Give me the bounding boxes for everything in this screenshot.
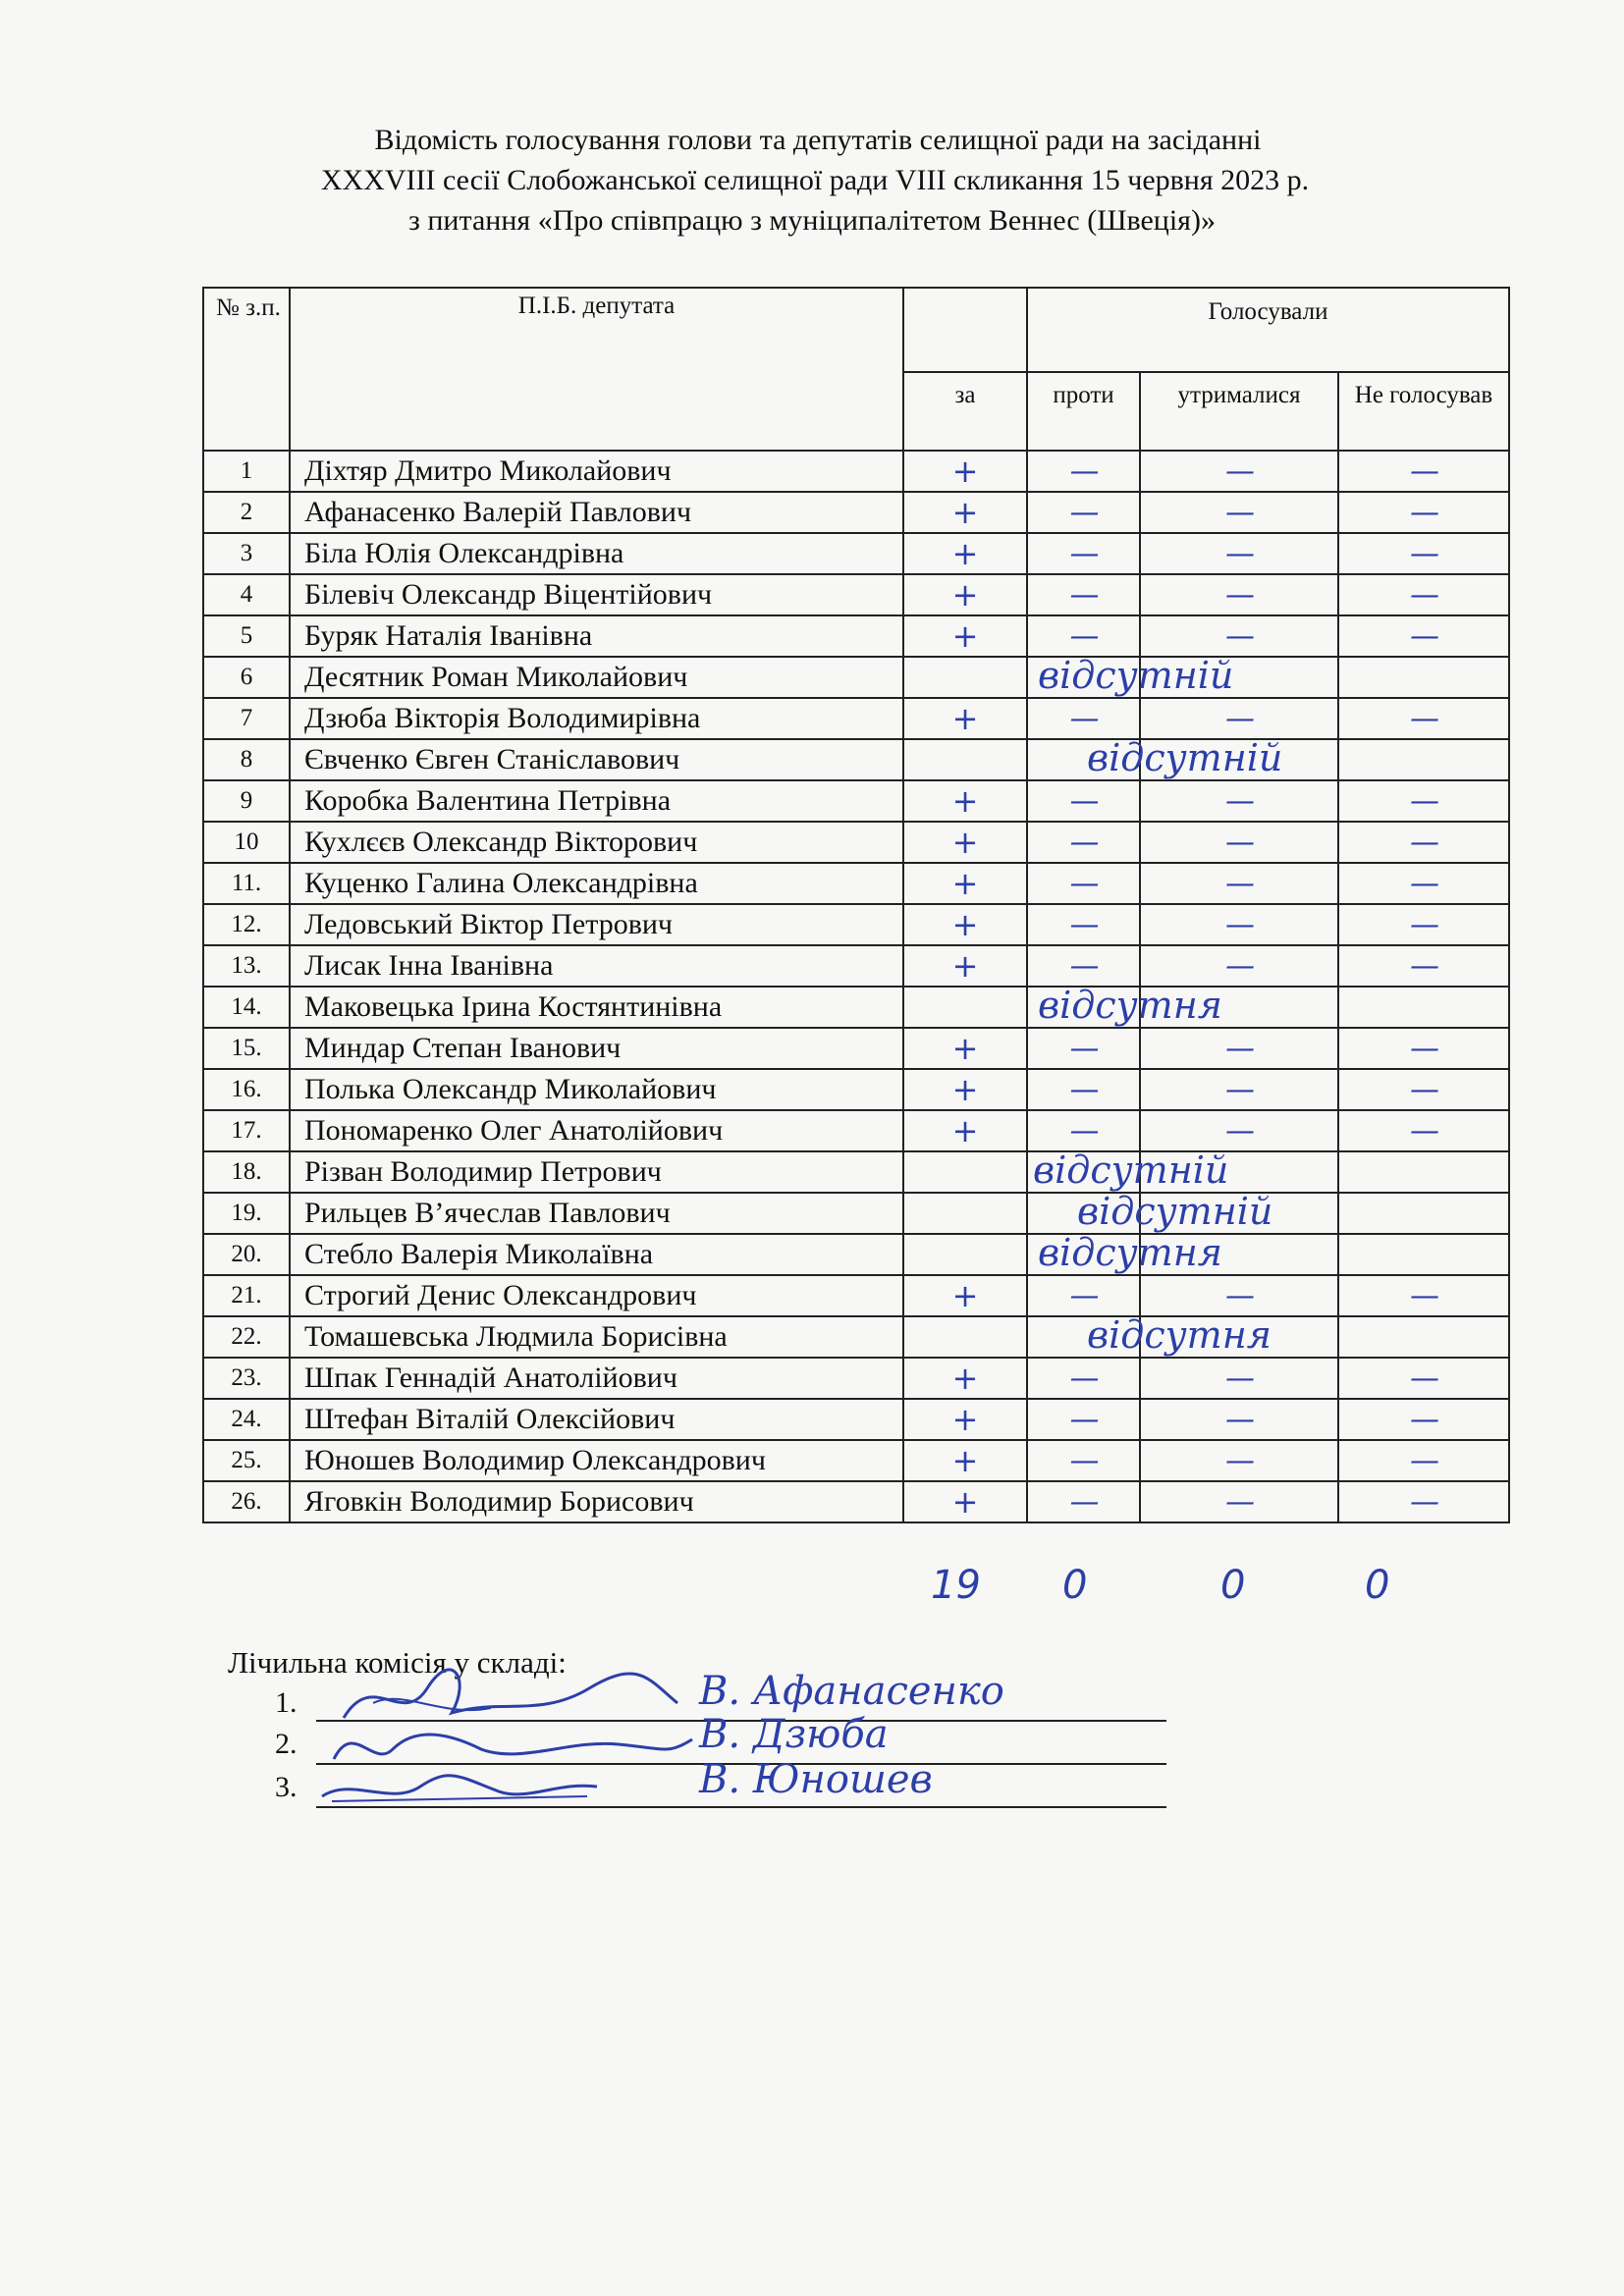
vote-abstained-cell: [1140, 822, 1338, 863]
dash-mark: —: [1225, 1484, 1253, 1520]
plus-mark: +: [951, 782, 979, 820]
vote-abstained-cell: [1140, 904, 1338, 945]
vote-for-cell: [903, 1481, 1027, 1522]
plus-mark: +: [951, 1277, 979, 1314]
dash-mark: —: [1225, 948, 1253, 984]
deputy-name: Ледовський Віктор Петрович: [290, 904, 903, 945]
plus-mark: +: [951, 576, 979, 614]
vote-against-cell: [1027, 1231, 1222, 1275]
vote-not-voted-cell: [1338, 904, 1509, 945]
vote-against-cell: [1027, 904, 1140, 945]
dash-mark: —: [1410, 618, 1437, 654]
table-row: [203, 657, 1509, 698]
header-blank: [903, 288, 1027, 372]
vote-abstained-cell: [1140, 945, 1338, 987]
dash-mark: —: [1069, 1443, 1098, 1478]
dash-mark: —: [1069, 825, 1098, 860]
vote-not-voted-cell: [1338, 1234, 1509, 1275]
table-row: [203, 945, 1509, 987]
dash-mark: —: [1410, 454, 1437, 489]
vote-not-voted-cell: [1338, 1275, 1509, 1316]
row-number: 13.: [203, 945, 290, 987]
dash-mark: —: [1069, 948, 1098, 984]
dash-mark: —: [1410, 1072, 1437, 1107]
row-number: 26.: [203, 1481, 290, 1522]
deputy-name: Буряк Наталія Іванівна: [290, 615, 903, 657]
plus-mark: +: [951, 906, 979, 943]
deputy-name: Куценко Галина Олександрівна: [290, 863, 903, 904]
dash-mark: —: [1410, 1113, 1437, 1148]
document-title: [0, 120, 1624, 240]
deputy-name: Кухлєєв Олександр Вікторович: [290, 822, 903, 863]
deputy-name: Миндар Степан Іванович: [290, 1028, 903, 1069]
vote-abstained-cell: [1140, 1110, 1338, 1151]
vote-abstained-cell: [1140, 780, 1338, 822]
vote-for-cell: [903, 1440, 1027, 1481]
row-number: 10: [203, 822, 290, 863]
dash-mark: —: [1225, 1031, 1253, 1066]
row-number: 16.: [203, 1069, 290, 1110]
vote-against-cell: [1027, 780, 1140, 822]
table-row: [203, 1110, 1509, 1151]
vote-against-cell: [1027, 1110, 1140, 1151]
plus-mark: +: [951, 1401, 979, 1438]
plus-mark: +: [951, 1112, 979, 1149]
vote-not-voted-cell: [1338, 533, 1509, 574]
absent-note: відсутній: [1087, 736, 1283, 779]
dash-mark: —: [1225, 1278, 1253, 1313]
table-row: [203, 698, 1509, 739]
vote-for-cell: [903, 1399, 1027, 1440]
vote-abstained-cell: [1140, 451, 1338, 492]
deputy-name: Різван Володимир Петрович: [290, 1151, 903, 1193]
deputy-name: Євченко Євген Станіславович: [290, 739, 903, 780]
dash-mark: —: [1410, 783, 1437, 819]
dash-mark: —: [1069, 783, 1098, 819]
vote-not-voted-cell: [1338, 863, 1509, 904]
row-number: 12.: [203, 904, 290, 945]
row-number: 21.: [203, 1275, 290, 1316]
plus-mark: +: [951, 535, 979, 572]
row-number: 14.: [203, 987, 290, 1028]
dash-mark: —: [1410, 701, 1437, 736]
vote-abstained-cell: [1140, 1151, 1338, 1193]
absent-note: відсутній: [1038, 654, 1234, 697]
vote-against-cell: [1027, 451, 1140, 492]
dash-mark: —: [1225, 454, 1253, 489]
vote-not-voted-cell: [1338, 1151, 1509, 1193]
plus-mark: +: [951, 617, 979, 655]
row-number: 8: [203, 739, 290, 780]
dash-mark: —: [1225, 1072, 1253, 1107]
deputy-name: Дзюба Вікторія Володимирівна: [290, 698, 903, 739]
vote-not-voted-cell: [1338, 1481, 1509, 1522]
vote-for-cell: [903, 1028, 1027, 1069]
plus-mark: +: [951, 947, 979, 985]
dash-mark: —: [1410, 1402, 1437, 1437]
vote-abstained-cell: [1140, 1193, 1338, 1234]
dash-mark: —: [1410, 536, 1437, 571]
vote-for-cell: [903, 574, 1027, 615]
dash-mark: —: [1410, 1361, 1437, 1396]
title-line-3: з питання «Про співпрацю з муніципалітетом Веннес (Швеція)»: [408, 204, 1216, 237]
vote-not-voted-cell: [1338, 822, 1509, 863]
vote-for-cell: [903, 1110, 1027, 1151]
vote-for-cell: [903, 863, 1027, 904]
dash-mark: —: [1410, 1484, 1437, 1520]
table-row: [203, 1151, 1509, 1193]
vote-against-cell: [1027, 615, 1140, 657]
plus-mark: +: [951, 1360, 979, 1397]
row-number: 20.: [203, 1234, 290, 1275]
vote-not-voted-cell: [1338, 451, 1509, 492]
plus-mark: +: [951, 1483, 979, 1521]
header-name: П.І.Б. депутата: [290, 288, 903, 451]
vote-not-voted-cell: [1338, 780, 1509, 822]
vote-not-voted-cell: [1338, 1028, 1509, 1069]
vote-not-voted-cell: [1338, 945, 1509, 987]
header-voted: Голосували: [1027, 288, 1509, 372]
deputy-name: Стебло Валерія Миколаївна: [290, 1234, 903, 1275]
dash-mark: —: [1069, 1361, 1098, 1396]
vote-for-cell: [903, 698, 1027, 739]
deputy-name: Шпак Геннадій Анатолійович: [290, 1358, 903, 1399]
absent-note: відсутній: [1077, 1190, 1273, 1233]
dash-mark: —: [1225, 536, 1253, 571]
row-number: 3: [203, 533, 290, 574]
deputy-name: Рильцев В’ячеслав Павлович: [290, 1193, 903, 1234]
dash-mark: —: [1069, 1278, 1098, 1313]
vote-for-cell: [903, 945, 1027, 987]
vote-for-cell: [903, 739, 1027, 780]
signatory-name: В. Афанасенко: [699, 1669, 1004, 1714]
vote-against-cell: [1027, 822, 1140, 863]
vote-against-cell: [1027, 1313, 1272, 1358]
dash-mark: —: [1069, 536, 1098, 571]
dash-mark: —: [1225, 618, 1253, 654]
deputy-name: Штефан Віталій Олексійович: [290, 1399, 903, 1440]
vote-for-cell: [903, 1069, 1027, 1110]
vote-abstained-cell: [1140, 863, 1338, 904]
vote-abstained-cell: [1140, 1399, 1338, 1440]
deputy-name: Лисак Інна Іванівна: [290, 945, 903, 987]
dash-mark: —: [1225, 907, 1253, 942]
dash-mark: —: [1225, 577, 1253, 613]
header-abstained: утрималися: [1140, 372, 1338, 451]
row-number: 1: [203, 451, 290, 492]
vote-abstained-cell: [1140, 615, 1338, 657]
plus-mark: +: [951, 824, 979, 861]
dash-mark: —: [1069, 1484, 1098, 1520]
dash-mark: —: [1410, 866, 1437, 901]
row-number: 6: [203, 657, 290, 698]
deputy-name: Маковецька Ірина Костянтинівна: [290, 987, 903, 1028]
absent-note: відсутня: [1038, 1231, 1222, 1274]
vote-abstained-cell: [1140, 987, 1338, 1028]
vote-for-cell: [903, 533, 1027, 574]
table-row: [203, 1316, 1509, 1358]
absent-note: відсутній: [1033, 1148, 1229, 1192]
vote-against-cell: [1027, 1275, 1140, 1316]
dash-mark: —: [1410, 577, 1437, 613]
plus-mark: +: [951, 1071, 979, 1108]
table-row: [203, 1399, 1509, 1440]
title-line-1: Відомість голосування голови та депутатів селищної ради на засіданні: [374, 124, 1262, 156]
vote-not-voted-cell: [1338, 657, 1509, 698]
table-row: [203, 1275, 1509, 1316]
dash-mark: —: [1069, 1031, 1098, 1066]
vote-not-voted-cell: [1338, 1316, 1509, 1358]
row-number: 9: [203, 780, 290, 822]
vote-against-cell: [1027, 1481, 1140, 1522]
table-row: [203, 492, 1509, 533]
vote-abstained-cell: [1140, 533, 1338, 574]
deputy-name: Полька Олександр Миколайович: [290, 1069, 903, 1110]
vote-not-voted-cell: [1338, 987, 1509, 1028]
vote-for-cell: [903, 492, 1027, 533]
vote-abstained-cell: [1140, 698, 1338, 739]
table-row: [203, 1481, 1509, 1522]
dash-mark: —: [1410, 907, 1437, 942]
deputy-name: Десятник Роман Миколайович: [290, 657, 903, 698]
dash-mark: —: [1069, 495, 1098, 530]
dash-mark: —: [1069, 1113, 1098, 1148]
vote-against-cell: [1027, 1190, 1273, 1234]
dash-mark: —: [1225, 495, 1253, 530]
vote-for-cell: [903, 657, 1027, 698]
deputy-name: Діхтяр Дмитро Миколайович: [290, 451, 903, 492]
table-row: [203, 615, 1509, 657]
vote-not-voted-cell: [1338, 1399, 1509, 1440]
table-row: [203, 1069, 1509, 1110]
vote-abstained-cell: [1140, 1316, 1338, 1358]
vote-abstained-cell: [1140, 1234, 1338, 1275]
vote-abstained-cell: [1140, 574, 1338, 615]
vote-not-voted-cell: [1338, 615, 1509, 657]
table-row: [203, 904, 1509, 945]
vote-for-cell: [903, 987, 1027, 1028]
total-abstained: 0: [1220, 1563, 1246, 1608]
plus-mark: +: [951, 494, 979, 531]
deputy-name: Біла Юлія Олександрівна: [290, 533, 903, 574]
vote-for-cell: [903, 822, 1027, 863]
vote-for-cell: [903, 904, 1027, 945]
table-row: [203, 1193, 1509, 1234]
table-row: [203, 1358, 1509, 1399]
row-number: 22.: [203, 1316, 290, 1358]
dash-mark: —: [1225, 825, 1253, 860]
signatory-name: В. Дзюба: [699, 1712, 889, 1757]
vote-not-voted-cell: [1338, 1110, 1509, 1151]
vote-abstained-cell: [1140, 1069, 1338, 1110]
vote-for-cell: [903, 1358, 1027, 1399]
deputy-name: Білевіч Олександр Віцентійович: [290, 574, 903, 615]
vote-for-cell: [903, 1151, 1027, 1193]
plus-mark: +: [951, 1030, 979, 1067]
plus-mark: +: [951, 865, 979, 902]
vote-against-cell: [1027, 736, 1283, 780]
vote-against-cell: [1027, 574, 1140, 615]
plus-mark: +: [951, 1442, 979, 1479]
row-number: 17.: [203, 1110, 290, 1151]
table-row: [203, 780, 1509, 822]
dash-mark: —: [1410, 825, 1437, 860]
vote-against-cell: [1027, 533, 1140, 574]
vote-abstained-cell: [1140, 1440, 1338, 1481]
total-against: 0: [1062, 1563, 1088, 1608]
vote-not-voted-cell: [1338, 492, 1509, 533]
vote-for-cell: [903, 780, 1027, 822]
table-row: [203, 822, 1509, 863]
vote-against-cell: [1027, 1028, 1140, 1069]
dash-mark: —: [1069, 618, 1098, 654]
table-row: [203, 574, 1509, 615]
deputy-name: Юношев Володимир Олександрович: [290, 1440, 903, 1481]
table-row: [203, 1028, 1509, 1069]
table-row: [203, 451, 1509, 492]
plus-mark: +: [951, 453, 979, 490]
dash-mark: —: [1410, 495, 1437, 530]
table-row: [203, 863, 1509, 904]
vote-against-cell: [1027, 863, 1140, 904]
vote-for-cell: [903, 615, 1027, 657]
dash-mark: —: [1069, 577, 1098, 613]
signature-scribble: [312, 1757, 607, 1816]
vote-not-voted-cell: [1338, 739, 1509, 780]
dash-mark: —: [1225, 1113, 1253, 1148]
table-row: [203, 987, 1509, 1028]
dash-mark: —: [1069, 1072, 1098, 1107]
commission-number: 1.: [275, 1686, 298, 1719]
vote-not-voted-cell: [1338, 1440, 1509, 1481]
dash-mark: —: [1225, 783, 1253, 819]
total-for: 19: [931, 1563, 981, 1608]
dash-mark: —: [1225, 866, 1253, 901]
vote-not-voted-cell: [1338, 1193, 1509, 1234]
header-number: № з.п.: [203, 288, 290, 451]
title-line-2: XXXVIII сесії Слобожанської селищної ради VIII скликання 15 червня 2023 р.: [320, 164, 1310, 196]
vote-against-cell: [1027, 492, 1140, 533]
commission-number: 3.: [275, 1771, 298, 1803]
dash-mark: —: [1410, 1443, 1437, 1478]
deputy-name: Пономаренко Олег Анатолійович: [290, 1110, 903, 1151]
header-for: за: [903, 372, 1027, 451]
dash-mark: —: [1069, 907, 1098, 942]
deputy-name: Коробка Валентина Петрівна: [290, 780, 903, 822]
dash-mark: —: [1225, 1443, 1253, 1478]
vote-for-cell: [903, 1234, 1027, 1275]
dash-mark: —: [1069, 701, 1098, 736]
vote-not-voted-cell: [1338, 1069, 1509, 1110]
signatory-name: В. Юношев: [699, 1757, 933, 1802]
row-number: 4: [203, 574, 290, 615]
vote-abstained-cell: [1140, 492, 1338, 533]
dash-mark: —: [1225, 1361, 1253, 1396]
absent-note: відсутня: [1087, 1313, 1272, 1357]
vote-against-cell: [1027, 1440, 1140, 1481]
vote-abstained-cell: [1140, 657, 1338, 698]
commission-number: 2.: [275, 1728, 298, 1760]
row-number: 24.: [203, 1399, 290, 1440]
vote-abstained-cell: [1140, 1481, 1338, 1522]
row-number: 2: [203, 492, 290, 533]
header-against: проти: [1027, 372, 1140, 451]
deputy-name: Афанасенко Валерій Павлович: [290, 492, 903, 533]
vote-against-cell: [1027, 945, 1140, 987]
vote-abstained-cell: [1140, 1028, 1338, 1069]
dash-mark: —: [1225, 701, 1253, 736]
row-number: 11.: [203, 863, 290, 904]
vote-abstained-cell: [1140, 739, 1338, 780]
vote-not-voted-cell: [1338, 574, 1509, 615]
vote-for-cell: [903, 1316, 1027, 1358]
vote-against-cell: [1027, 1069, 1140, 1110]
vote-abstained-cell: [1140, 1275, 1338, 1316]
dash-mark: —: [1069, 1402, 1098, 1437]
vote-for-cell: [903, 451, 1027, 492]
deputy-name: Томашевська Людмила Борисівна: [290, 1316, 903, 1358]
row-number: 19.: [203, 1193, 290, 1234]
table-row: [203, 1440, 1509, 1481]
vote-against-cell: [1027, 1399, 1140, 1440]
row-number: 5: [203, 615, 290, 657]
vote-against-cell: [1027, 698, 1140, 739]
vote-for-cell: [903, 1275, 1027, 1316]
vote-abstained-cell: [1140, 1358, 1338, 1399]
dash-mark: —: [1069, 454, 1098, 489]
row-number: 15.: [203, 1028, 290, 1069]
row-number: 7: [203, 698, 290, 739]
deputy-name: Яговкін Володимир Борисович: [290, 1481, 903, 1522]
vote-against-cell: [1027, 984, 1222, 1028]
dash-mark: —: [1069, 866, 1098, 901]
vote-against-cell: [1027, 654, 1234, 698]
header-not-voted: Не голосував: [1338, 372, 1509, 451]
dash-mark: —: [1410, 1031, 1437, 1066]
table-row: [203, 739, 1509, 780]
vote-not-voted-cell: [1338, 698, 1509, 739]
plus-mark: +: [951, 700, 979, 737]
commission-label: Лічильна комісія у складі:: [228, 1645, 567, 1680]
deputy-name: Строгий Денис Олександрович: [290, 1275, 903, 1316]
absent-note: відсутня: [1038, 984, 1222, 1027]
row-number: 18.: [203, 1151, 290, 1193]
dash-mark: —: [1410, 948, 1437, 984]
row-number: 25.: [203, 1440, 290, 1481]
voting-table: [202, 287, 1510, 1523]
vote-against-cell: [1027, 1148, 1229, 1193]
row-number: 23.: [203, 1358, 290, 1399]
vote-against-cell: [1027, 1358, 1140, 1399]
vote-for-cell: [903, 1193, 1027, 1234]
total-not-voted: 0: [1365, 1563, 1390, 1608]
dash-mark: —: [1225, 1402, 1253, 1437]
dash-mark: —: [1410, 1278, 1437, 1313]
table-row: [203, 1234, 1509, 1275]
vote-not-voted-cell: [1338, 1358, 1509, 1399]
table-row: [203, 533, 1509, 574]
